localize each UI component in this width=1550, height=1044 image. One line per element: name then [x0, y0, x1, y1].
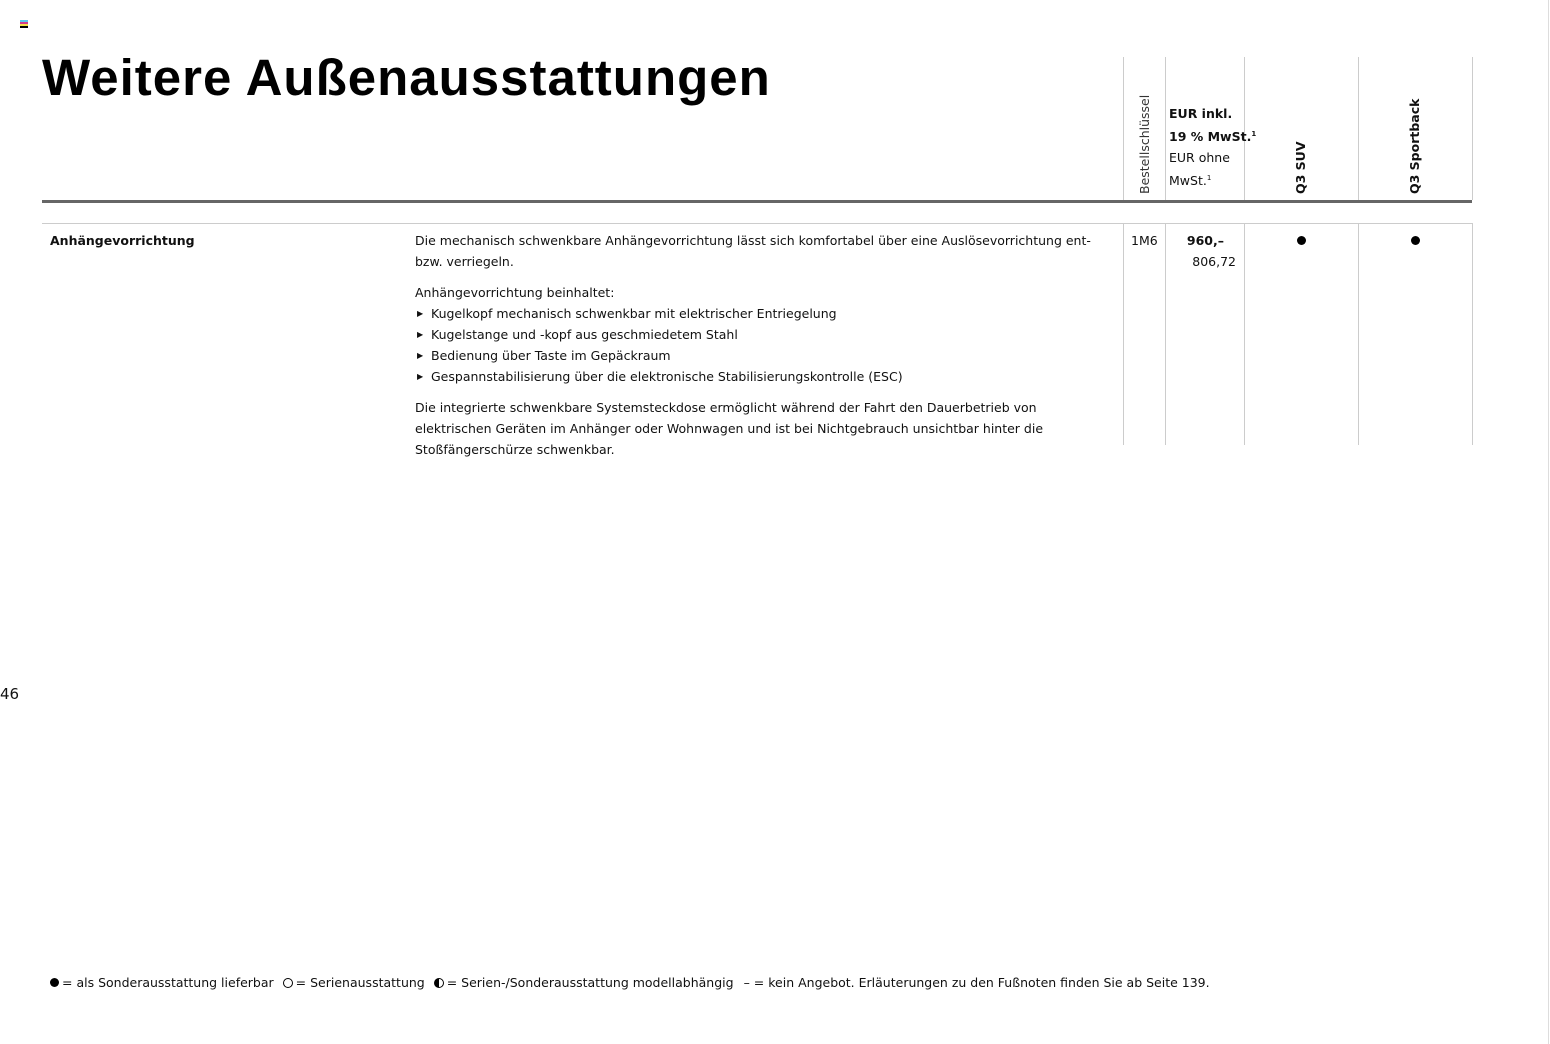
- print-color-marks: [20, 20, 28, 28]
- list-item: ▶ Bedienung über Taste im Gepäckraum: [415, 345, 1115, 366]
- header-price: EUR inkl. 19 % MwSt.$^1$ EUR ohne MwSt.$^1$: [1169, 106, 1257, 189]
- legend: = als Sonderausstattung lieferbar = Serienausstattung = Serien-/Sonderausstattung modellabhängig – = kein Angebot. Erläuterungen zu den Fußnoten finden Sie ab Seite 139.: [50, 972, 1210, 993]
- optional-dot-icon: [1411, 236, 1420, 245]
- feature-list: [415, 303, 1115, 387]
- price: 960,– 806,72: [1186, 233, 1236, 269]
- optional-dot-icon: [1297, 236, 1306, 245]
- page-edge: [1548, 0, 1549, 1044]
- feature-name: Anhängevorrichtung: [50, 233, 195, 248]
- order-code: 1M6: [1131, 233, 1158, 248]
- feature-description: Die mechanisch schwenkbare Anhängevorrichtung lässt sich komfortabel über eine Auslösevorrichtung ent- bzw. verriegeln. Anhängevorrichtung beinhaltet: ▶ Kugelkopf mechanisch schwenkbar mit elektrischer Entriegelung ▶ Kugelstange und -kopf aus geschmiedetem Stahl ▶ Bedienung über Taste im Gepäckraum ▶ Gespannstabilisierung über die elektronische Stabilisierungskontrolle (ESC) Die integrierte schwenkbare Systemsteckdose ermöglicht während der Fahrt den Dauerbetrieb von elektrischen Geräten im Anhänger oder Wohnwagen und ist bei Nichtgebrauch unsichtbar hinter die Stoßfängerschürze schwenkbar.: [415, 230, 1115, 460]
- empty-circle-icon: [283, 978, 293, 988]
- list-item: ▶ Kugelstange und -kopf aus geschmiedetem Stahl: [415, 324, 1115, 345]
- header-model-q3-suv: Q3 SUV: [1293, 141, 1308, 194]
- header-model-q3-sportback: Q3 Sportback: [1407, 98, 1422, 194]
- page-title: Weitere Außenausstattungen: [42, 49, 771, 106]
- list-item: ▶ Gespannstabilisierung über die elektronische Stabilisierungskontrolle (ESC): [415, 366, 1115, 387]
- header-order-key: Bestellschlüssel: [1137, 94, 1152, 194]
- list-item: ▶ Kugelkopf mechanisch schwenkbar mit elektrischer Entriegelung: [415, 303, 1115, 324]
- divider: [1123, 223, 1124, 445]
- row-rule: [42, 223, 1472, 224]
- filled-dot-icon: [50, 978, 59, 987]
- divider: [1358, 223, 1359, 445]
- divider: [1472, 223, 1473, 445]
- divider: [1244, 223, 1245, 445]
- divider: [1123, 57, 1124, 200]
- divider: [1472, 57, 1473, 200]
- divider: [1358, 57, 1359, 200]
- page-number: 46: [0, 685, 20, 703]
- divider: [1165, 57, 1166, 200]
- half-circle-icon: [434, 978, 444, 988]
- header-rule: [42, 200, 1472, 203]
